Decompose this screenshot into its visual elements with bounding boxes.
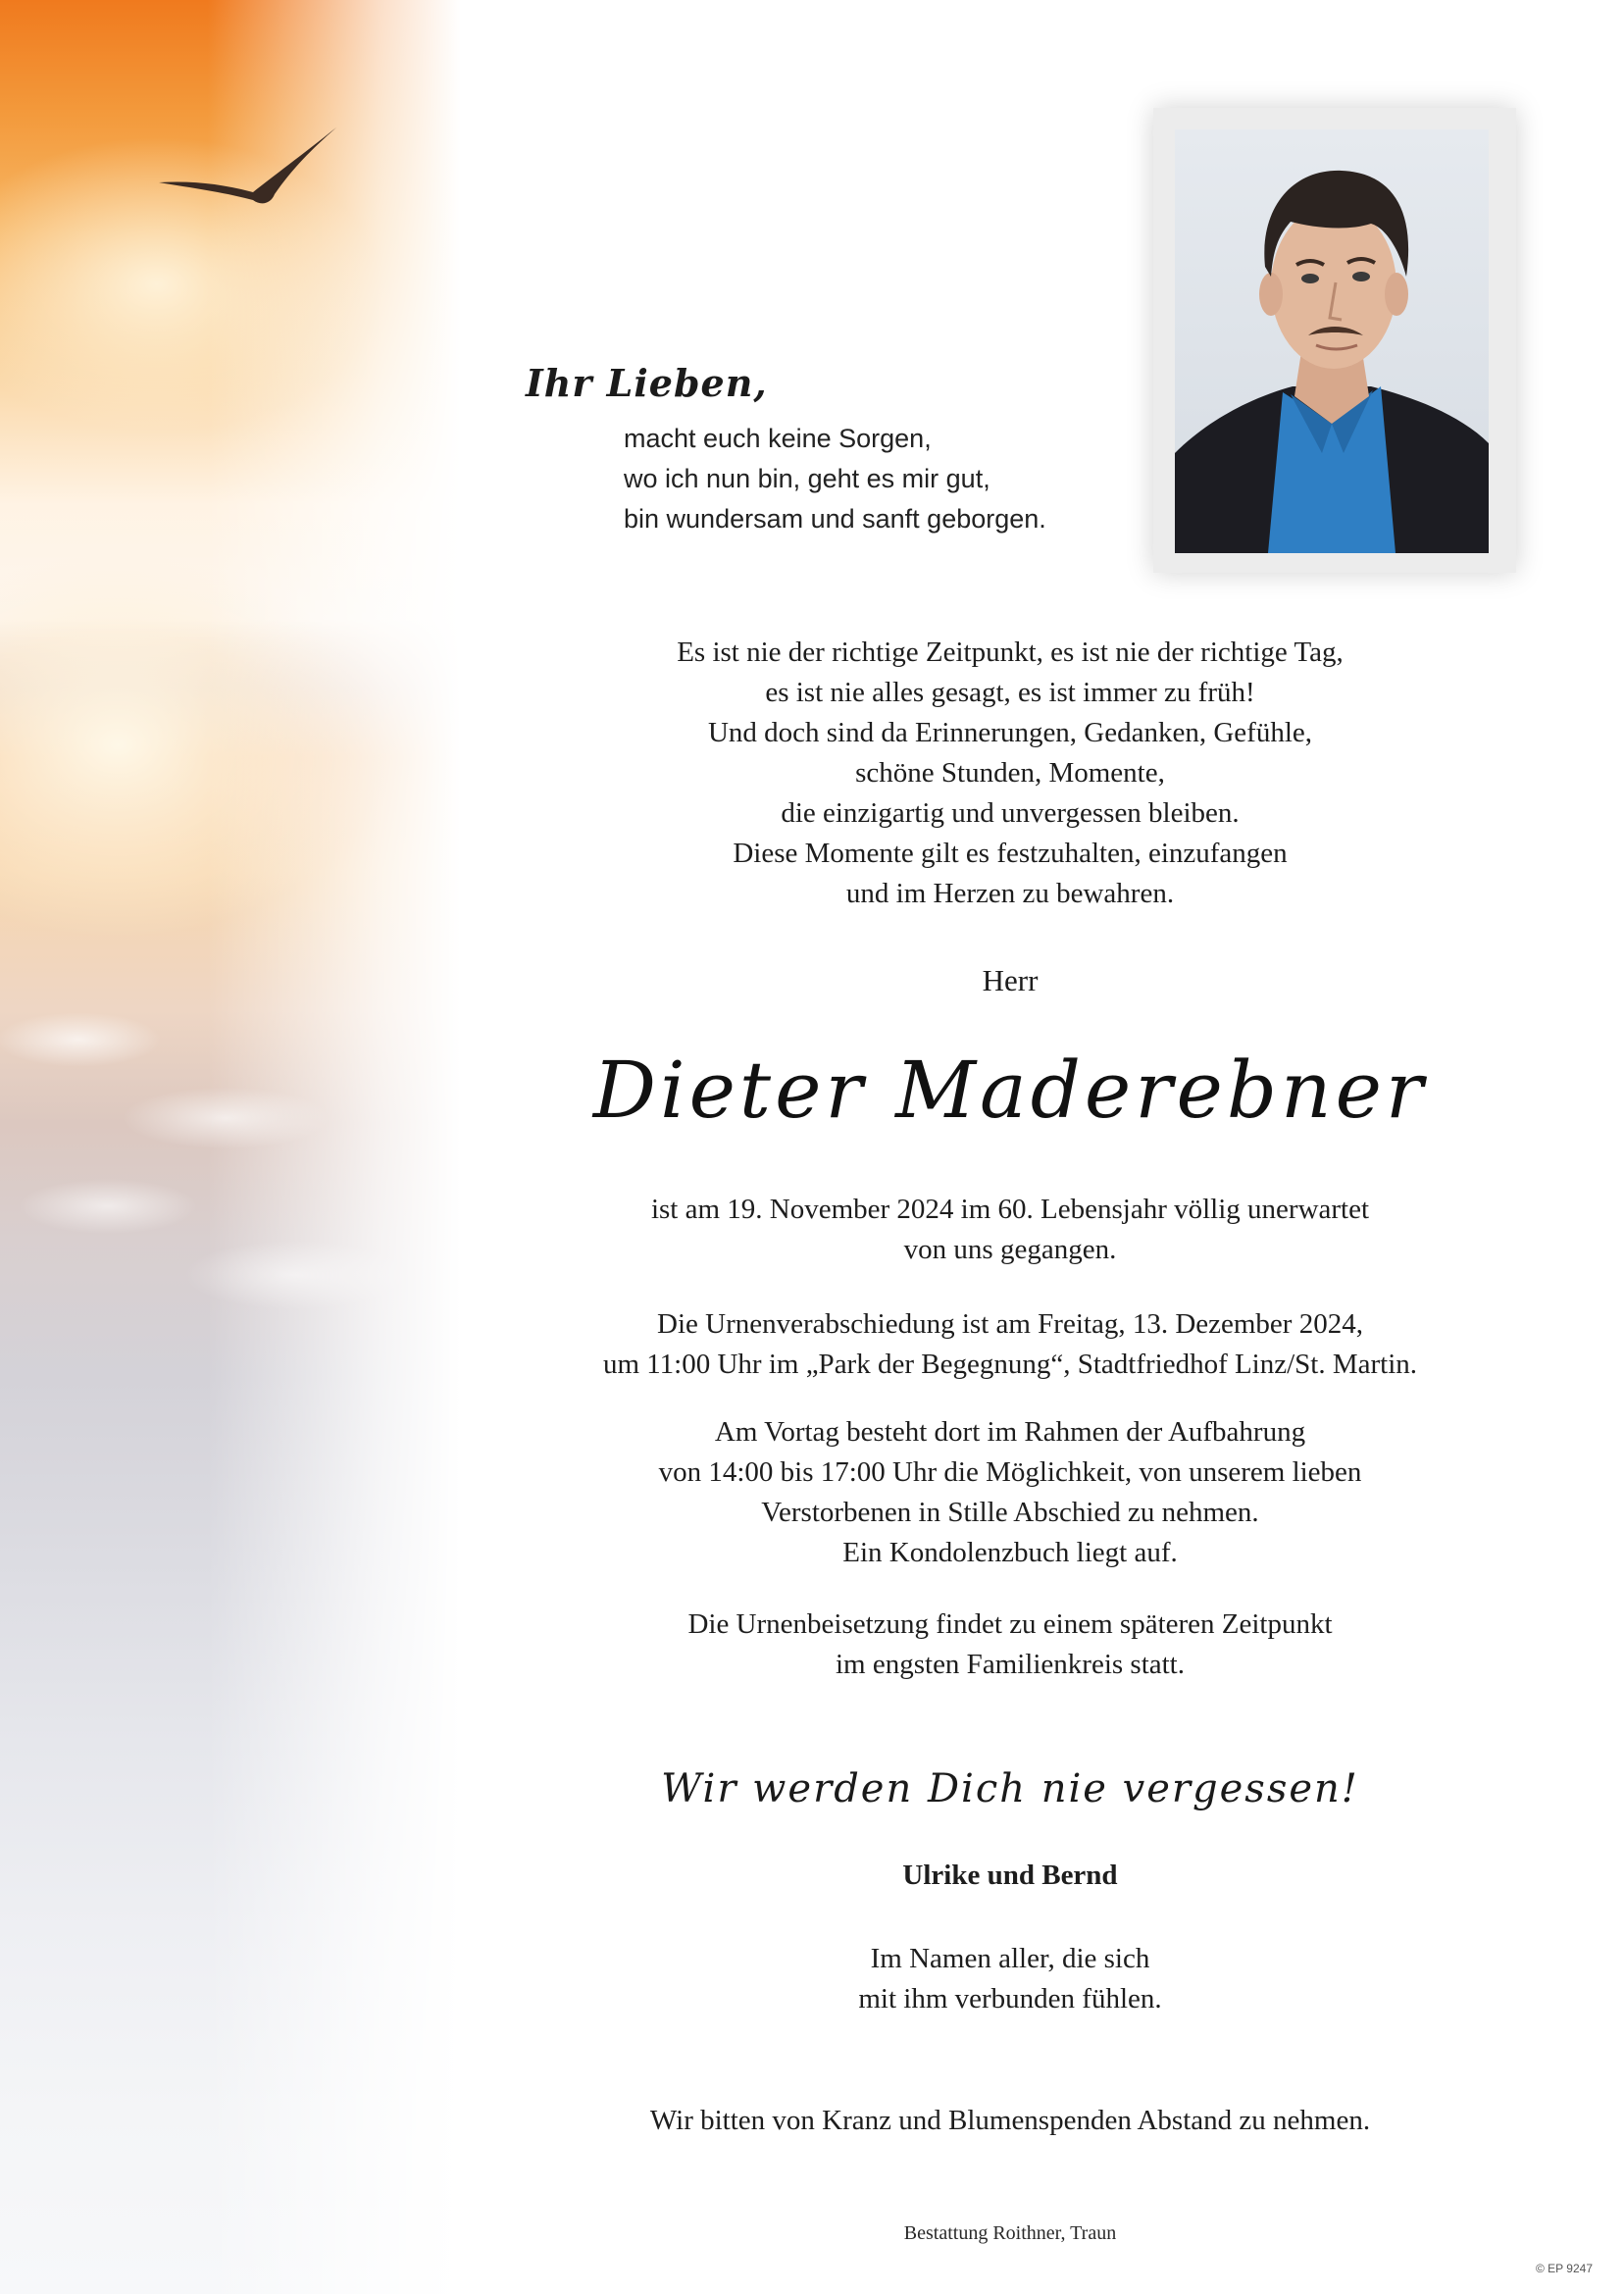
verse-line: die einzigartig und unvergessen bleiben.: [781, 797, 1240, 829]
seagull-icon: [155, 126, 341, 214]
burial-line: Die Urnenbeisetzung findet zu einem späteren Zeitpunkt: [687, 1608, 1333, 1640]
viewing-line: von 14:00 bis 17:00 Uhr die Möglichkeit, von unserem lieben: [658, 1456, 1362, 1488]
verse-line: schöne Stunden, Momente,: [855, 757, 1165, 789]
copyright-code: © EP 9247: [1536, 2262, 1593, 2275]
viewing-line: Am Vortag besteht dort im Rahmen der Aufbahrung: [714, 1416, 1306, 1448]
portrait-illustration: [1175, 129, 1489, 553]
verse-line: und im Herzen zu bewahren.: [845, 878, 1175, 909]
verse-line: es ist nie alles gesagt, es ist immer zu früh!: [765, 677, 1255, 708]
memorial-motto: Wir werden Dich nie vergessen!: [661, 1766, 1359, 1811]
viewing-line: Ein Kondolenzbuch liegt auf.: [842, 1537, 1178, 1568]
flowers-note: Wir bitten von Kranz und Blumenspenden Abstand zu nehmen.: [649, 2105, 1371, 2136]
in-names-line: mit ihm verbunden fühlen.: [858, 1983, 1162, 2014]
poem-line: wo ich nun bin, geht es mir gut,: [624, 464, 990, 493]
portrait-photo: [1175, 129, 1489, 553]
farewell-info: [510, 1304, 1510, 1385]
greeting-poem: [624, 419, 1046, 539]
death-notice-line: ist am 19. November 2024 im 60. Lebensjahr völlig unerwartet: [650, 1194, 1370, 1225]
farewell-line: Die Urnenverabschiedung ist am Freitag, 13. Dezember 2024,: [657, 1308, 1363, 1340]
burial-info: [510, 1605, 1510, 1685]
verse-line: Und doch sind da Erinnerungen, Gedanken, Gefühle,: [707, 717, 1313, 748]
poem-line: macht euch keine Sorgen,: [624, 424, 932, 453]
family-signature: Ulrike und Bernd: [902, 1860, 1118, 1891]
viewing-info: [510, 1412, 1510, 1573]
poem-line: bin wundersam und sanft geborgen.: [624, 504, 1046, 534]
burial-line: im engsten Familienkreis statt.: [835, 1649, 1185, 1680]
death-notice: [510, 1190, 1510, 1270]
sunset-sea-image: [0, 0, 461, 2294]
viewing-line: Verstorbenen in Stille Abschied zu nehmen.: [761, 1497, 1259, 1528]
death-notice-line: von uns gegangen.: [903, 1234, 1117, 1265]
in-names-line: Im Namen aller, die sich: [870, 1943, 1150, 1974]
deceased-name: Dieter Maderebner: [592, 1045, 1428, 1136]
verse-line: Diese Momente gilt es festzuhalten, einzufangen: [733, 838, 1288, 869]
portrait-frame: [1153, 108, 1516, 573]
memorial-verse: [510, 633, 1510, 914]
in-names-note: [510, 1939, 1510, 2019]
image-fade-overlay: [0, 0, 461, 2294]
undertaker: Bestattung Roithner, Traun: [903, 2222, 1117, 2244]
verse-line: Es ist nie der richtige Zeitpunkt, es ist nie der richtige Tag,: [677, 637, 1344, 668]
farewell-line: um 11:00 Uhr im „Park der Begegnung“, Stadtfriedhof Linz/St. Martin.: [602, 1349, 1418, 1380]
greeting-title: Ihr Lieben,: [526, 361, 768, 405]
salutation: Herr: [982, 963, 1039, 997]
